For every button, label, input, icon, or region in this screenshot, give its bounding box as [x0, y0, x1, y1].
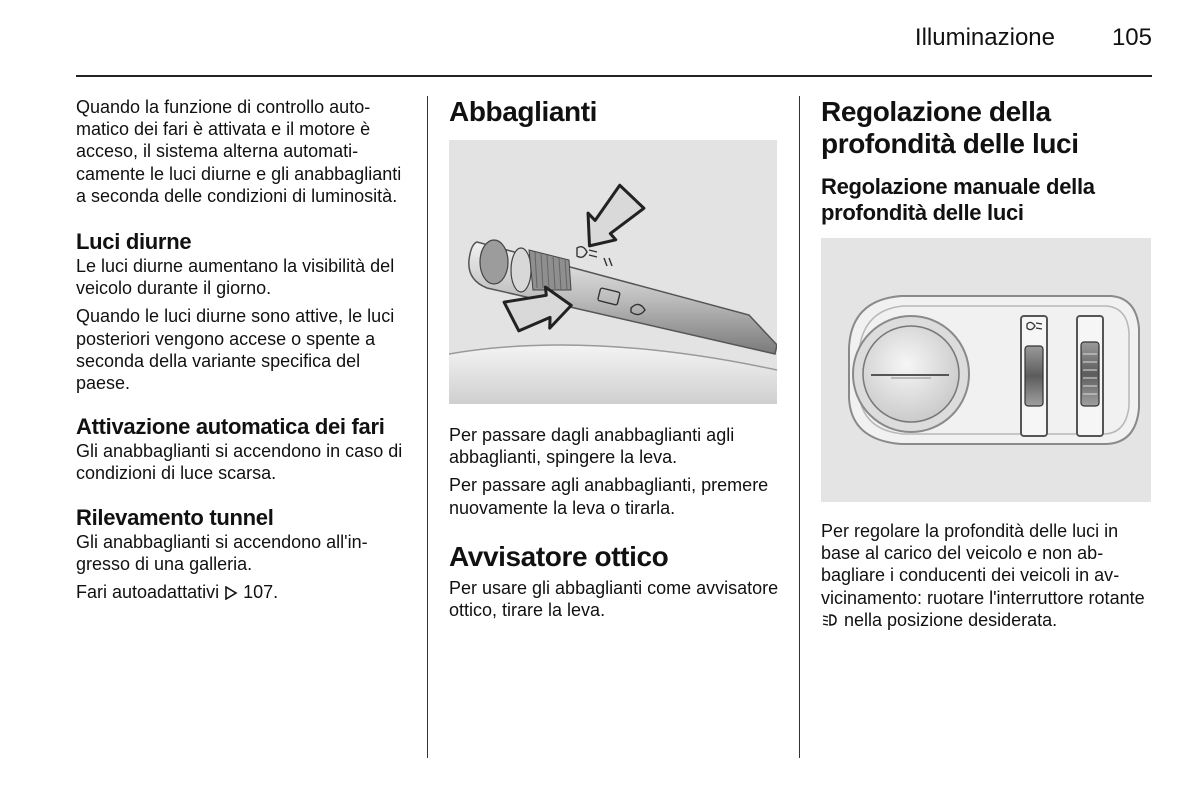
- switch-panel-drawing: [821, 238, 1151, 502]
- column-3: [821, 96, 1153, 639]
- column-divider-2: [799, 96, 800, 758]
- heading-attivazione-automatica: Attivazione automatica dei fari: [76, 414, 385, 440]
- attivazione-paragraph: Gli anabbaglianti si accendono in caso di condizioni di luce scarsa.: [76, 441, 403, 484]
- heading-abbaglianti: Abbaglianti: [449, 96, 598, 127]
- header-rule: [76, 75, 1152, 77]
- triangle-arrow-icon: [224, 583, 238, 605]
- headlight-range-icon: [821, 611, 839, 633]
- heading-rilevamento-tunnel: Rilevamento tunnel: [76, 504, 274, 530]
- page-number: 105: [1111, 24, 1152, 51]
- abbaglianti-paragraph-1: Per passare dagli anabbaglianti agli abbaglianti, spingere la leva.: [449, 425, 735, 468]
- tunnel-paragraph: Gli anabbaglianti si accendono all'ingresso di una galleria.: [76, 531, 368, 574]
- column-1: [76, 96, 408, 611]
- regolazione-paragraph: [821, 520, 1153, 633]
- abbaglianti-paragraph-2: Per passare agli anabbaglianti, premere nuovamente la leva o tirarla.: [449, 475, 769, 518]
- light-switch-illustration: [821, 238, 1151, 502]
- reference-page: 107.: [243, 582, 279, 603]
- regolazione-text-before-icon: Per regolare la profondità delle luci in base al carico del veicolo e non abbagliare i conducenti dei veicoli in avvicinamento: ruotare l'interruttore rotante: [821, 521, 1145, 608]
- avvisatore-paragraph: Per usare gli abbaglianti come avvisatore ottico, tirare la leva.: [449, 577, 779, 621]
- heading-regolazione-manuale: Regolazione manuale della profondità delle luci: [821, 174, 1095, 225]
- heading-avvisatore-ottico: Avvisatore ottico: [449, 540, 669, 572]
- cross-reference[interactable]: [76, 581, 408, 605]
- section-title: Illuminazione: [914, 24, 1055, 51]
- intro-paragraph: Quando la funzione di controllo automatico dei fari è attivata e il motore è acceso, il sistema alterna automaticamente le luci diurne e gli anabbaglianti a seconda delle condizioni di luminosità.: [76, 97, 402, 206]
- heading-luci-diurne: Luci diurne: [76, 229, 192, 255]
- lever-drawing: [449, 140, 777, 404]
- column-divider-1: [427, 96, 428, 758]
- heading-regolazione-profondita: Regolazione della profondità delle luci: [821, 96, 1079, 159]
- luci-diurne-paragraph-2: Quando le luci diurne sono attive, le luci posteriori vengono accese o spente a seconda della variante specifica del paese.: [76, 306, 395, 394]
- luci-diurne-paragraph-1: Le luci diurne aumentano la visibilità del veicolo durante il giorno.: [76, 256, 395, 299]
- column-2: [449, 96, 779, 627]
- reference-text: Fari autoadattativi: [76, 582, 220, 603]
- regolazione-text-after-icon: nella posizione desiderata.: [844, 609, 1058, 630]
- stalk-illustration: [449, 140, 777, 404]
